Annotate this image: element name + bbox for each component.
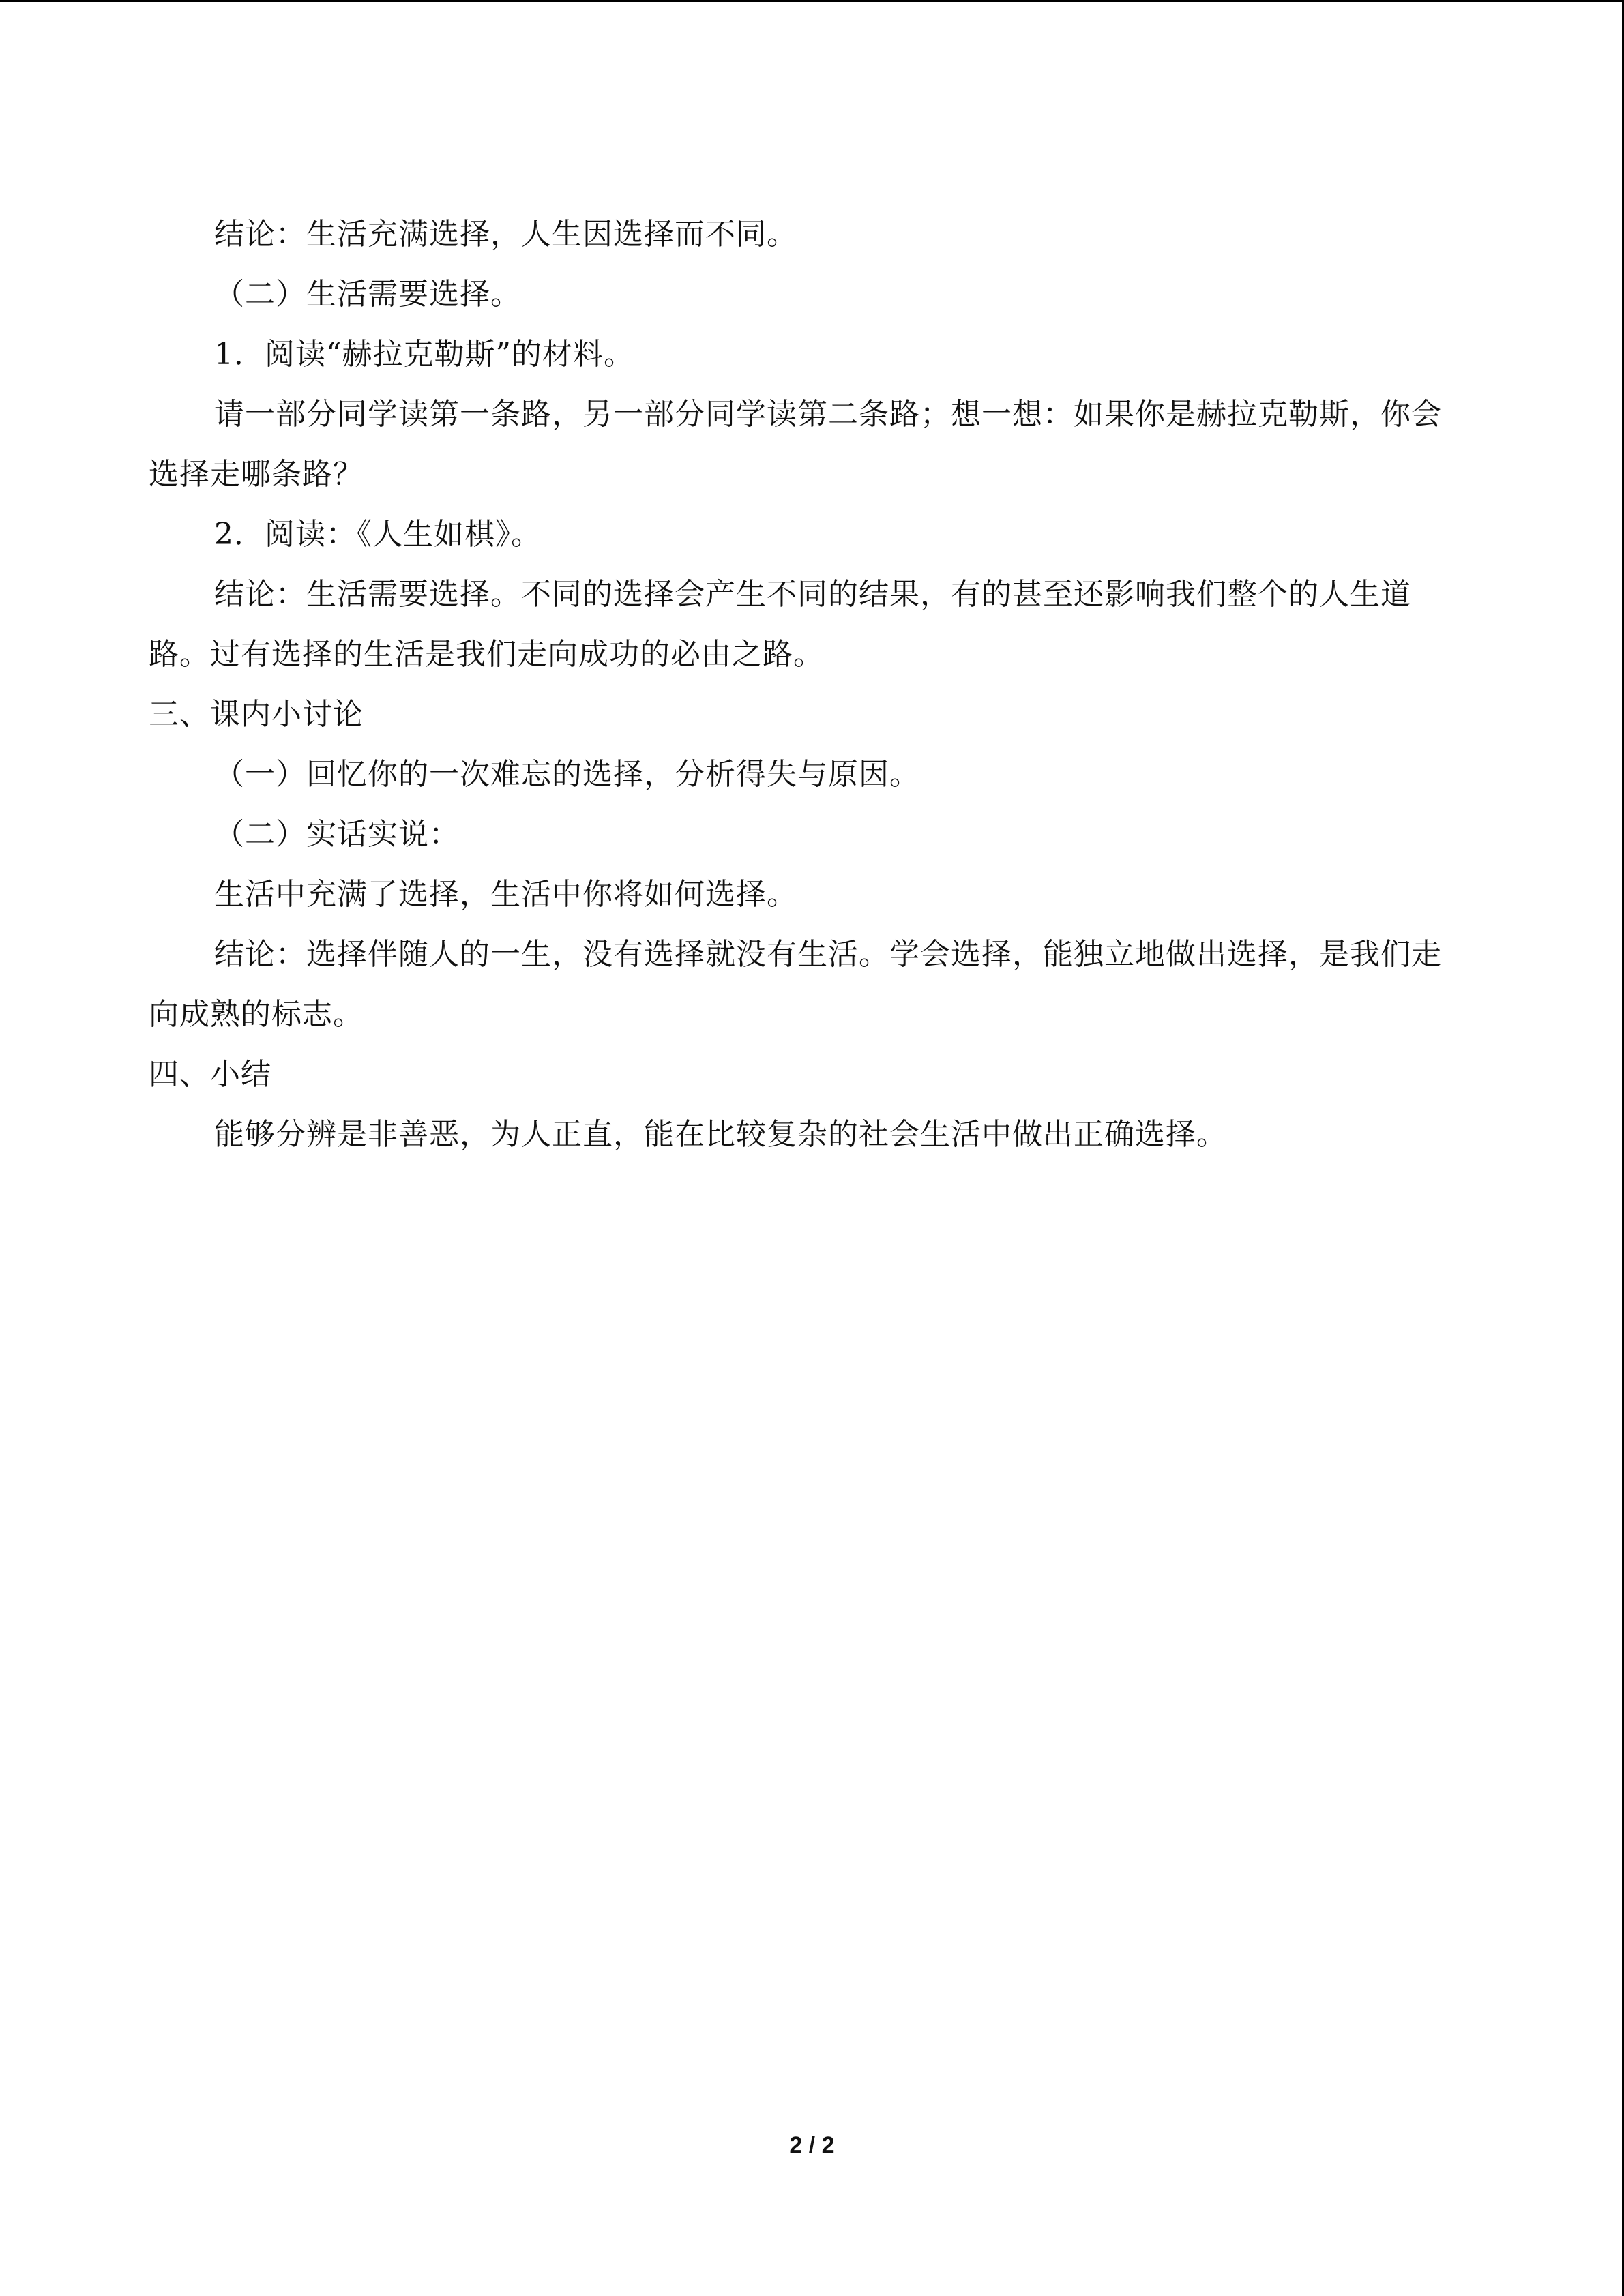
paragraph-conclusion-2: 结论：生活需要选择。不同的选择会产生不同的结果，有的甚至还影响我们整个的人生道路。过有选择的生活是我们走向成功的必由之路。	[149, 577, 1411, 672]
paragraph-conclusion-3: 结论：选择伴随人的一生，没有选择就没有生活。学会选择，能独立地做出选择，是我们走向成熟的标志。	[149, 937, 1442, 1032]
paragraph-summary: 能够分辨是非善恶，为人正直，能在比较复杂的社会生活中做出正确选择。	[214, 1117, 1227, 1152]
document-body	[149, 205, 1458, 1165]
heading-summary: 四、小结	[149, 1057, 271, 1092]
page-number: 2 / 2	[789, 2132, 835, 2158]
page-top-border	[0, 0, 1624, 2]
item-read-heracles: 1．阅读“赫拉克勒斯”的材料。	[214, 337, 634, 372]
subheading-speak-truth: （二）实话实说：	[214, 817, 460, 852]
paragraph-heracles-task: 请一部分同学读第一条路，另一部分同学读第二条路；想一想：如果你是赫拉克勒斯，你会选择走哪条路？	[149, 397, 1442, 492]
item-read-life-like-chess: 2．阅读：《人生如棋》。	[214, 517, 542, 552]
subheading-memorable-choice: （一）回忆你的一次难忘的选择，分析得失与原因。	[214, 757, 920, 792]
subheading-life-needs-choice: （二）生活需要选择。	[214, 277, 521, 312]
heading-class-discussion: 三、课内小讨论	[149, 697, 364, 732]
paragraph-how-to-choose: 生活中充满了选择，生活中你将如何选择。	[214, 877, 797, 912]
paragraph-conclusion-1: 结论：生活充满选择，人生因选择而不同。	[214, 217, 797, 252]
